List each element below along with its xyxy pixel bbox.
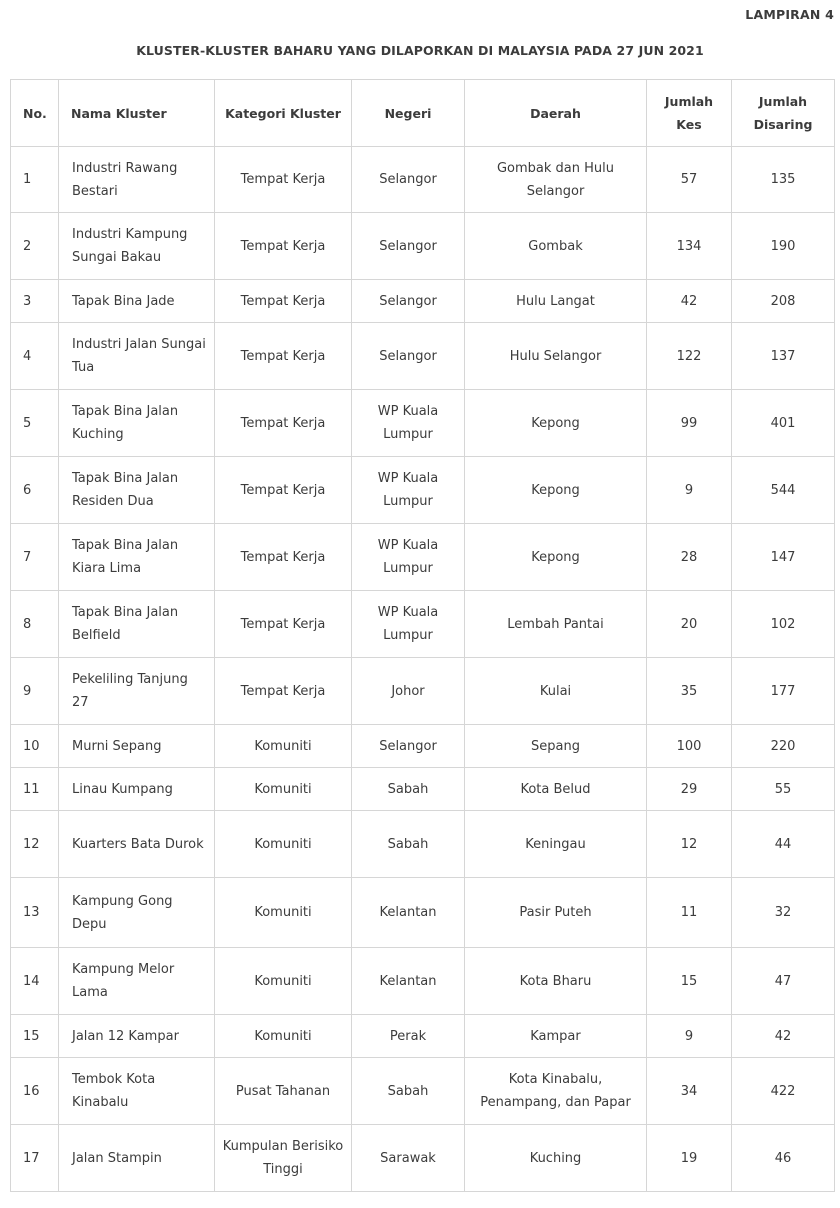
cell-state: Perak [352, 1015, 465, 1058]
cell-total-cases: 19 [647, 1125, 732, 1192]
cell-no: 5 [11, 390, 59, 457]
cell-cluster-name: Pekeliling Tanjung 27 [59, 658, 215, 725]
table-row [11, 768, 835, 811]
cell-no: 12 [11, 811, 59, 878]
cell-state: WP Kuala Lumpur [352, 591, 465, 658]
cell-no: 13 [11, 878, 59, 948]
cell-total-cases: 100 [647, 725, 732, 768]
table-row [11, 147, 835, 213]
cell-total-cases: 29 [647, 768, 732, 811]
cell-district: Kota Belud [465, 768, 647, 811]
table-row [11, 524, 835, 591]
cell-cluster-category: Komuniti [215, 1015, 352, 1058]
cell-total-cases: 20 [647, 591, 732, 658]
cell-cluster-name: Kampung Gong Depu [59, 878, 215, 948]
cell-district: Lembah Pantai [465, 591, 647, 658]
cell-state: Selangor [352, 323, 465, 390]
cell-no: 11 [11, 768, 59, 811]
cell-state: Sabah [352, 768, 465, 811]
cell-state: WP Kuala Lumpur [352, 524, 465, 591]
cell-cluster-name: Tapak Bina Jade [59, 280, 215, 323]
cell-district: Kota Kinabalu, Penampang, dan Papar [465, 1058, 647, 1125]
cell-district: Gombak dan Hulu Selangor [465, 147, 647, 213]
cell-cluster-name: Linau Kumpang [59, 768, 215, 811]
cell-total-cases: 15 [647, 948, 732, 1015]
cell-cluster-name: Tapak Bina Jalan Residen Dua [59, 457, 215, 524]
cell-no: 1 [11, 147, 59, 213]
cell-no: 9 [11, 658, 59, 725]
cell-cluster-name: Murni Sepang [59, 725, 215, 768]
cell-total-cases: 122 [647, 323, 732, 390]
cell-total-screened: 137 [732, 323, 835, 390]
cell-state: Selangor [352, 147, 465, 213]
cell-total-cases: 28 [647, 524, 732, 591]
table-row [11, 1125, 835, 1192]
cell-no: 16 [11, 1058, 59, 1125]
cell-district: Pasir Puteh [465, 878, 647, 948]
cell-total-screened: 102 [732, 591, 835, 658]
table-row [11, 878, 835, 948]
cell-district: Hulu Selangor [465, 323, 647, 390]
table-row [11, 280, 835, 323]
cell-state: Sabah [352, 811, 465, 878]
cell-no: 7 [11, 524, 59, 591]
cell-district: Sepang [465, 725, 647, 768]
cell-total-cases: 42 [647, 280, 732, 323]
header-district: Daerah [465, 80, 647, 147]
cell-cluster-name: Kampung Melor Lama [59, 948, 215, 1015]
cell-total-screened: 32 [732, 878, 835, 948]
cell-total-screened: 401 [732, 390, 835, 457]
cell-cluster-name: Kuarters Bata Durok [59, 811, 215, 878]
header-no: No. [11, 80, 59, 147]
table-row [11, 457, 835, 524]
cell-district: Kepong [465, 524, 647, 591]
cell-no: 15 [11, 1015, 59, 1058]
table-row [11, 213, 835, 280]
cell-cluster-name: Industri Kampung Sungai Bakau [59, 213, 215, 280]
cell-total-cases: 9 [647, 457, 732, 524]
cell-cluster-category: Tempat Kerja [215, 457, 352, 524]
clusters-table [10, 79, 835, 1192]
table-row [11, 1058, 835, 1125]
cell-no: 17 [11, 1125, 59, 1192]
table-row [11, 323, 835, 390]
cell-total-screened: 147 [732, 524, 835, 591]
cell-no: 6 [11, 457, 59, 524]
cell-cluster-name: Tapak Bina Jalan Kiara Lima [59, 524, 215, 591]
cell-district: Kampar [465, 1015, 647, 1058]
table-row [11, 725, 835, 768]
cell-cluster-category: Komuniti [215, 811, 352, 878]
cell-cluster-category: Tempat Kerja [215, 213, 352, 280]
cell-total-cases: 99 [647, 390, 732, 457]
cell-total-cases: 12 [647, 811, 732, 878]
cell-district: Kuching [465, 1125, 647, 1192]
cell-no: 4 [11, 323, 59, 390]
cell-total-screened: 44 [732, 811, 835, 878]
cell-no: 8 [11, 591, 59, 658]
cell-cluster-category: Komuniti [215, 725, 352, 768]
cell-total-cases: 57 [647, 147, 732, 213]
cell-total-screened: 208 [732, 280, 835, 323]
cell-cluster-category: Tempat Kerja [215, 323, 352, 390]
cell-state: Sabah [352, 1058, 465, 1125]
cell-cluster-category: Komuniti [215, 878, 352, 948]
cell-district: Kepong [465, 457, 647, 524]
cell-total-cases: 134 [647, 213, 732, 280]
table-row [11, 591, 835, 658]
cell-cluster-category: Tempat Kerja [215, 524, 352, 591]
cell-total-cases: 11 [647, 878, 732, 948]
cell-cluster-category: Kumpulan Berisiko Tinggi [215, 1125, 352, 1192]
cell-cluster-name: Tapak Bina Jalan Belfield [59, 591, 215, 658]
cell-cluster-category: Komuniti [215, 948, 352, 1015]
cell-cluster-category: Tempat Kerja [215, 658, 352, 725]
cell-no: 3 [11, 280, 59, 323]
table-row [11, 1015, 835, 1058]
cell-cluster-category: Tempat Kerja [215, 147, 352, 213]
cell-total-screened: 177 [732, 658, 835, 725]
header-total-screened-line1: Jumlah [758, 94, 808, 109]
cell-cluster-name: Jalan Stampin [59, 1125, 215, 1192]
cell-cluster-name: Industri Rawang Bestari [59, 147, 215, 213]
cell-total-screened: 544 [732, 457, 835, 524]
cell-total-cases: 9 [647, 1015, 732, 1058]
cell-district: Kulai [465, 658, 647, 725]
cell-cluster-category: Tempat Kerja [215, 591, 352, 658]
cell-no: 2 [11, 213, 59, 280]
cell-cluster-category: Tempat Kerja [215, 390, 352, 457]
cell-district: Kepong [465, 390, 647, 457]
cell-state: Selangor [352, 213, 465, 280]
cell-cluster-name: Tapak Bina Jalan Kuching [59, 390, 215, 457]
document-title: KLUSTER-KLUSTER BAHARU YANG DILAPORKAN DI MALAYSIA PADA 27 JUN 2021 [136, 43, 704, 58]
cell-cluster-category: Pusat Tahanan [215, 1058, 352, 1125]
cell-total-screened: 42 [732, 1015, 835, 1058]
cell-state: Sarawak [352, 1125, 465, 1192]
cell-state: WP Kuala Lumpur [352, 390, 465, 457]
cell-state: WP Kuala Lumpur [352, 457, 465, 524]
cell-cluster-category: Tempat Kerja [215, 280, 352, 323]
cell-cluster-name: Industri Jalan Sungai Tua [59, 323, 215, 390]
cell-total-screened: 46 [732, 1125, 835, 1192]
header-total-cases [647, 80, 732, 147]
cell-total-screened: 135 [732, 147, 835, 213]
cell-state: Selangor [352, 280, 465, 323]
header-total-screened [732, 80, 835, 147]
table-row [11, 811, 835, 878]
table-row [11, 948, 835, 1015]
cell-no: 14 [11, 948, 59, 1015]
cell-cluster-category: Komuniti [215, 768, 352, 811]
cell-state: Selangor [352, 725, 465, 768]
cell-total-screened: 55 [732, 768, 835, 811]
header-total-cases-line1: Jumlah [664, 94, 714, 109]
header-state: Negeri [352, 80, 465, 147]
header-total-screened-line2: Disaring [753, 117, 813, 132]
cell-cluster-name: Jalan 12 Kampar [59, 1015, 215, 1058]
cell-total-screened: 422 [732, 1058, 835, 1125]
cell-state: Kelantan [352, 948, 465, 1015]
header-total-cases-line2: Kes [676, 117, 702, 132]
cell-state: Kelantan [352, 878, 465, 948]
cell-cluster-name: Tembok Kota Kinabalu [59, 1058, 215, 1125]
cell-total-screened: 220 [732, 725, 835, 768]
header-cluster-name: Nama Kluster [59, 80, 215, 147]
table-row [11, 658, 835, 725]
cell-total-cases: 34 [647, 1058, 732, 1125]
cell-no: 10 [11, 725, 59, 768]
header-cluster-category: Kategori Kluster [215, 80, 352, 147]
cell-state: Johor [352, 658, 465, 725]
table-row [11, 390, 835, 457]
cell-total-screened: 47 [732, 948, 835, 1015]
cell-district: Gombak [465, 213, 647, 280]
cell-district: Hulu Langat [465, 280, 647, 323]
annex-label: LAMPIRAN 4 [745, 7, 834, 22]
cell-district: Kota Bharu [465, 948, 647, 1015]
table-header-row [11, 80, 835, 147]
cell-total-screened: 190 [732, 213, 835, 280]
cell-district: Keningau [465, 811, 647, 878]
table-body [11, 147, 835, 1192]
cell-total-cases: 35 [647, 658, 732, 725]
